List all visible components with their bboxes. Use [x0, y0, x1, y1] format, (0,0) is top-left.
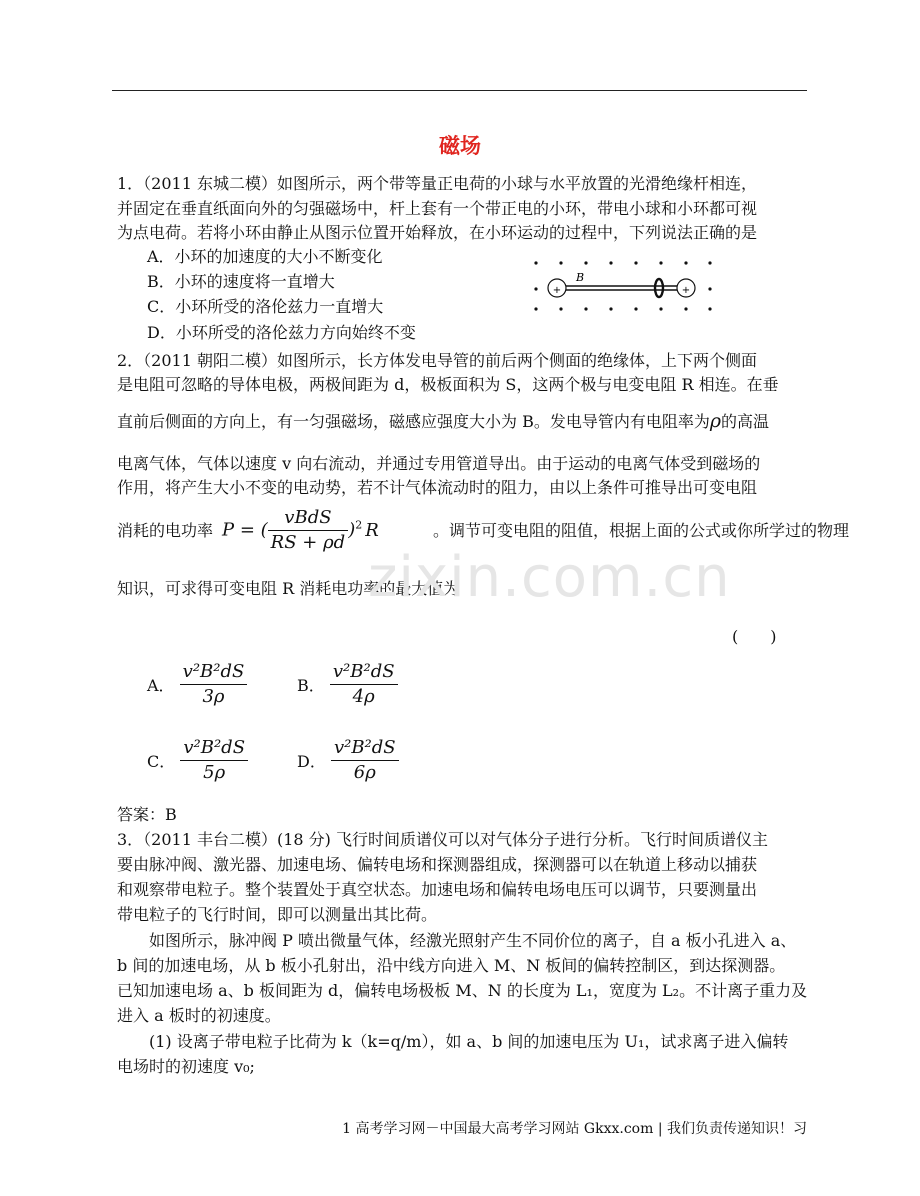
q3-line-1: 3．（2011 丰台二模）(18 分) 飞行时间质谱仪可以对气体分子进行分析。飞行时间质谱仪主: [117, 830, 769, 849]
q3-para-6: 电场时的初速度 v₀;: [117, 1057, 255, 1076]
charged-ring: [655, 279, 663, 297]
q2-line-2: 是电阻可忽略的导体电极，两极间距为 d，极板面积为 S，这两个极与电变电阻 R 相连。在垂: [117, 375, 779, 394]
q2-option-c: C． $\frac{\text{v²B²dS}}{5\rho}$: [147, 736, 248, 785]
answer-bracket: ( ): [732, 627, 777, 646]
q1-option-c: C．小环所受的洛伦兹力一直增大: [147, 297, 384, 316]
q2-line-1: 2．（2011 朝阳二模）如图所示，长方体发电导管的前后两个侧面的绝缘体，上下两个侧面: [117, 351, 757, 370]
right-charge-sign: +: [681, 285, 691, 296]
q3-para-3: 已知加速电场 a、b 板间距为 d，偏转电场极板 M、N 的长度为 L₁，宽度为 L₂。不计离子重力及: [117, 981, 808, 1000]
rho-symbol: ρ: [709, 410, 722, 432]
q3-para-5: (1) 设离子带电粒子比荷为 k（k=q/m），如 a、b 间的加速电压为 U₁，试求离子进入偏转: [117, 1032, 789, 1051]
q2-option-b: B． $\frac{\text{v²B²dS}}{4\rho}$: [297, 660, 398, 709]
q3-line-2: 要由脉冲阀、激光器、加速电场、偏转电场和探测器组成，探测器可以在轨道上移动以捕获: [117, 855, 758, 874]
q1-figure: [528, 254, 718, 318]
q1-option-a: A．小环的加速度的大小不断变化: [147, 247, 383, 266]
q2-option-d: D． $\frac{\text{v²B²dS}}{6\rho}$: [297, 736, 399, 785]
q2-option-a: A． $\frac{\text{v²B²dS}}{3\rho}$: [147, 660, 247, 709]
q2-line-4: 电离气体，气体以速度 v 向右流动，并通过专用管道导出。由于运动的电离气体受到磁场的: [117, 454, 761, 473]
q2-line-3: 直前后侧面的方向上，有一匀强磁场，磁感应强度大小为 B。发电导管内有电阻率为ρ的高温: [117, 410, 770, 432]
page-title: 磁场: [439, 133, 481, 158]
q1-line-1: 1．（2011 东城二模）如图所示，两个带等量正电荷的小球与水平放置的光滑绝缘杆相连，: [117, 174, 757, 193]
q3-line-4: 带电粒子的飞行时间，即可以测量出其比荷。: [117, 905, 438, 924]
q2-line-7: 知识，可求得可变电阻 R 消耗电功率的最大值为: [117, 579, 460, 598]
field-label: B: [576, 271, 585, 284]
q1-option-b: B．小环的速度将一直增大: [147, 272, 335, 291]
q3-line-3: 和观察带电粒子。整个装置处于真空状态。加速电场和偏转电场电压可以调节，只要测量出: [117, 880, 758, 899]
q3-para-4: 进入 a 板时的初速度。: [117, 1006, 281, 1025]
page-footer: 1 高考学习网－中国最大高考学习网站 Gkxx.com | 我们负责传递知识！习: [342, 1121, 807, 1137]
q2-line-5: 作用，将产生大小不变的电动势，若不计气体流动时的阻力，由以上条件可推导出可变电阻: [117, 478, 758, 497]
q1-line-3: 为点电荷。若将小环由静止从图示位置开始释放，在小环运动的过程中，下列说法正确的是: [117, 223, 758, 242]
q3-para-1: 如图所示，脉冲阀 P 喷出微量气体，经激光照射产生不同价位的离子，自 a 板小孔进入 a、: [117, 931, 797, 950]
q2-answer: 答案：B: [117, 805, 177, 824]
watermark: zixin.com.cn: [368, 545, 731, 610]
q2-line-6-tail: 。调节可变电阻的阻值，根据上面的公式或你所学过的物理: [433, 521, 850, 540]
power-formula: P = ( $\frac{\text{vBdS}}{RS + \rho d}$ )$^2$ R: [222, 507, 379, 553]
q3-para-2: b 间的加速电场，从 b 板小孔射出，沿中线方向进入 M、N 板间的偏转控制区，到达探测器。: [117, 956, 786, 975]
q1-line-2: 并固定在垂直纸面向外的匀强磁场中，杆上套有一个带正电的小环，带电小球和小环都可视: [117, 199, 758, 218]
q1-option-d: D．小环所受的洛伦兹力方向始终不变: [147, 323, 416, 342]
header-rule: [112, 90, 807, 91]
q2-line-6-text: 消耗的电功率: [117, 521, 214, 540]
left-charge-sign: +: [552, 285, 562, 296]
